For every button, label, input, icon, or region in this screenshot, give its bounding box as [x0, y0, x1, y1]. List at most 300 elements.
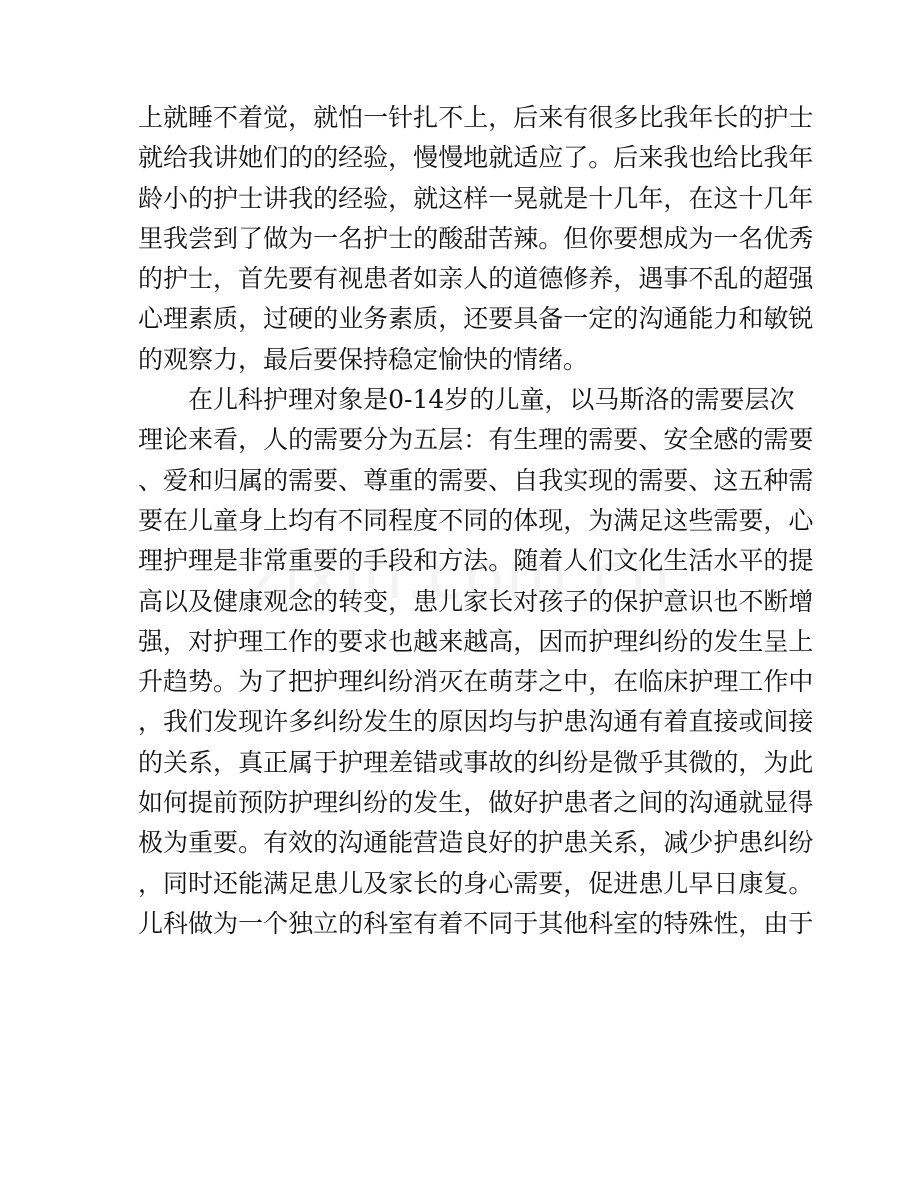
glyph: 为	[238, 667, 264, 697]
glyph: 的	[688, 626, 714, 656]
glyph: 差	[388, 747, 414, 777]
glyph: 患	[363, 264, 389, 294]
glyph: 理	[538, 425, 564, 455]
glyph: 为	[388, 425, 414, 455]
glyph: ，	[663, 183, 689, 213]
glyph: 理	[338, 667, 364, 697]
glyph: 效	[288, 828, 314, 858]
glyph: 要	[788, 425, 814, 455]
glyph: 满	[263, 868, 289, 898]
glyph: 自	[513, 465, 539, 495]
glyph: 其	[538, 908, 564, 938]
glyph: 的	[669, 385, 695, 415]
glyph: 我	[288, 183, 314, 213]
glyph: 身	[463, 868, 489, 898]
glyph: 随	[513, 546, 539, 576]
glyph: 独	[288, 908, 314, 938]
glyph: 子	[563, 586, 589, 616]
glyph: 龄	[138, 183, 164, 213]
glyph: 护	[213, 626, 239, 656]
glyph: ，	[588, 667, 614, 697]
glyph: 的	[338, 908, 364, 938]
glyph: 沟	[638, 304, 664, 334]
glyph: 士	[188, 264, 214, 294]
glyph: 了	[238, 223, 264, 253]
glyph: 康	[238, 586, 264, 616]
glyph: 萌	[488, 667, 514, 697]
glyph: 方	[438, 546, 464, 576]
glyph: 需	[513, 868, 539, 898]
glyph: 些	[688, 505, 714, 535]
glyph: 要	[313, 546, 339, 576]
glyph: 极	[138, 828, 164, 858]
glyph: 的	[613, 304, 639, 334]
glyph: 芽	[513, 667, 539, 697]
glyph: 具	[513, 304, 539, 334]
glyph: 需	[713, 505, 739, 535]
glyph: 保	[613, 586, 639, 616]
glyph: 多	[288, 707, 314, 737]
glyph: 少	[688, 828, 714, 858]
glyph: 一	[313, 223, 339, 253]
glyph: 不	[463, 908, 489, 938]
glyph: 硬	[288, 304, 314, 334]
glyph: 家	[463, 586, 489, 616]
glyph: 种	[763, 465, 789, 495]
glyph: ，	[138, 707, 164, 737]
glyph: 比	[738, 143, 764, 173]
glyph: 儿	[138, 908, 164, 938]
glyph: 复	[763, 868, 789, 898]
glyph: 名	[338, 223, 364, 253]
glyph: 常	[263, 546, 289, 576]
glyph: 需	[438, 465, 464, 495]
glyph: 针	[388, 103, 414, 132]
glyph: 要	[288, 264, 314, 294]
glyph: 来	[188, 425, 214, 455]
glyph: 关	[588, 828, 614, 858]
paragraph-line	[138, 702, 814, 742]
glyph: 生	[388, 707, 414, 737]
glyph: 五	[413, 425, 439, 455]
glyph: 质	[413, 304, 439, 334]
glyph: 性	[713, 908, 739, 938]
glyph: 在	[613, 667, 639, 697]
glyph: 护	[363, 223, 389, 253]
glyph: 患	[563, 828, 589, 858]
paragraph-line	[138, 219, 814, 259]
glyph: 后	[613, 143, 639, 173]
glyph: 要	[488, 304, 514, 334]
glyph: 工	[263, 626, 289, 656]
glyph: 显	[763, 788, 789, 818]
glyph: 护	[588, 626, 614, 656]
glyph: 同	[463, 505, 489, 535]
glyph: ，	[438, 304, 464, 334]
glyph: 势	[188, 667, 214, 697]
glyph: 理	[163, 304, 189, 334]
glyph: 心	[488, 868, 514, 898]
glyph: 家	[388, 868, 414, 898]
glyph: 沟	[588, 707, 614, 737]
glyph: 护	[213, 183, 239, 213]
glyph: 着	[438, 908, 464, 938]
glyph: 如	[138, 788, 164, 818]
glyph: 要	[738, 505, 764, 535]
glyph: 特	[663, 908, 689, 938]
glyph: 患	[563, 707, 589, 737]
glyph: 先	[263, 264, 289, 294]
glyph: 纠	[538, 747, 564, 777]
glyph: 质	[213, 304, 239, 334]
glyph: 。	[238, 828, 264, 858]
glyph: 护	[538, 707, 564, 737]
glyph: 足	[638, 505, 664, 535]
glyph: 要	[538, 868, 564, 898]
glyph: ，	[563, 505, 589, 535]
glyph: 了	[263, 667, 289, 697]
glyph: 尝	[188, 223, 214, 253]
glyph: 名	[738, 223, 764, 253]
glyph: 能	[238, 868, 264, 898]
glyph: 对	[188, 626, 214, 656]
glyph: 在	[188, 385, 214, 415]
glyph: 全	[688, 425, 714, 455]
glyph: 小	[163, 183, 189, 213]
glyph: 通	[363, 828, 389, 858]
glyph: 由	[763, 908, 789, 938]
glyph: 在	[163, 505, 189, 535]
glyph: 力	[713, 304, 739, 334]
glyph: 样	[463, 183, 489, 213]
glyph: 者	[588, 788, 614, 818]
glyph: 十	[588, 183, 614, 213]
glyph: 上	[263, 505, 289, 535]
paragraph-line	[138, 259, 814, 299]
glyph: 其	[663, 747, 689, 777]
glyph: 进	[613, 868, 639, 898]
glyph: 能	[688, 304, 714, 334]
glyph: 来	[438, 626, 464, 656]
glyph: 。	[488, 546, 514, 576]
paragraph-line	[138, 783, 814, 823]
glyph: 素	[188, 304, 214, 334]
glyph: 要	[338, 425, 364, 455]
glyph: 有	[563, 103, 589, 132]
glyph: ，	[163, 626, 189, 656]
glyph: 一	[488, 183, 514, 213]
glyph: 理	[613, 626, 639, 656]
glyph: 着	[238, 103, 264, 132]
glyph: 接	[713, 707, 739, 737]
glyph: 系	[188, 747, 214, 777]
glyph: 是	[563, 183, 589, 213]
glyph: 健	[213, 586, 239, 616]
glyph: 通	[713, 788, 739, 818]
glyph: 多	[613, 103, 639, 132]
glyph: 就	[538, 183, 564, 213]
glyph: 床	[663, 667, 689, 697]
glyph: 年	[788, 143, 814, 173]
glyph: 慢	[438, 143, 464, 173]
paragraph-line	[138, 743, 814, 783]
glyph: 是	[588, 747, 614, 777]
glyph: 和	[738, 304, 764, 334]
glyph: 有	[488, 425, 514, 455]
glyph: 满	[613, 505, 639, 535]
glyph: 之	[613, 788, 639, 818]
glyph: 为	[763, 747, 789, 777]
glyph: 甜	[463, 223, 489, 253]
glyph: 讲	[263, 183, 289, 213]
glyph: 就	[413, 183, 439, 213]
glyph: 经	[338, 143, 364, 173]
glyph: 德	[538, 264, 564, 294]
glyph: 经	[338, 183, 364, 213]
glyph: 之	[538, 667, 564, 697]
glyph: 需	[694, 385, 720, 415]
glyph: 慢	[413, 143, 439, 173]
glyph: 在	[463, 667, 489, 697]
glyph: 上	[788, 626, 814, 656]
glyph: 上	[463, 103, 489, 132]
glyph: 也	[688, 143, 714, 173]
glyph: 度	[413, 505, 439, 535]
glyph: 的	[288, 143, 314, 173]
glyph: 以	[163, 586, 189, 616]
glyph: ，	[213, 747, 239, 777]
glyph: 非	[238, 546, 264, 576]
glyph: 身	[238, 505, 264, 535]
glyph: 我	[538, 465, 564, 495]
glyph: ：	[463, 425, 489, 455]
glyph: 对	[513, 586, 539, 616]
glyph: 我	[663, 103, 689, 132]
glyph: 手	[363, 546, 389, 576]
glyph: 临	[638, 667, 664, 697]
glyph: 良	[463, 828, 489, 858]
glyph: 亲	[438, 264, 464, 294]
glyph: 许	[263, 707, 289, 737]
glyph: ，	[763, 505, 789, 535]
glyph: 越	[413, 626, 439, 656]
glyph: 秀	[788, 223, 814, 253]
glyph: 系	[613, 828, 639, 858]
glyph: 于	[513, 908, 539, 938]
glyph: 高	[138, 586, 164, 616]
glyph: 你	[588, 223, 614, 253]
glyph: ，	[488, 103, 514, 132]
glyph: 为	[688, 223, 714, 253]
glyph: 重	[188, 828, 214, 858]
glyph: 原	[438, 707, 464, 737]
glyph: 就	[488, 143, 514, 173]
glyph: 也	[713, 586, 739, 616]
glyph: 晃	[513, 183, 539, 213]
glyph: 的	[738, 425, 764, 455]
glyph: 的	[413, 707, 439, 737]
glyph: 营	[413, 828, 439, 858]
glyph: 的	[469, 385, 495, 415]
glyph: 地	[463, 143, 489, 173]
glyph: 现	[238, 707, 264, 737]
glyph: 重	[388, 465, 414, 495]
glyph: 的	[138, 264, 164, 294]
glyph: 儿	[438, 586, 464, 616]
glyph: 的	[513, 828, 539, 858]
glyph: 长	[413, 868, 439, 898]
glyph: 生	[438, 788, 464, 818]
glyph: 童	[519, 385, 545, 415]
glyph: 观	[263, 586, 289, 616]
glyph: 通	[613, 707, 639, 737]
glyph: 患	[563, 788, 589, 818]
glyph: 室	[613, 908, 639, 938]
glyph: 纷	[788, 828, 814, 858]
glyph: 护	[263, 385, 289, 415]
glyph: 中	[563, 667, 589, 697]
glyph: 还	[463, 304, 489, 334]
glyph: 论	[163, 425, 189, 455]
glyph: 故	[488, 747, 514, 777]
glyph: 给	[713, 143, 739, 173]
glyph: 强	[788, 264, 814, 294]
glyph: 的	[663, 788, 689, 818]
glyph: 纠	[313, 707, 339, 737]
paragraph-line	[138, 541, 814, 581]
glyph: 但	[563, 223, 589, 253]
glyph: 需	[788, 465, 814, 495]
glyph: 提	[788, 546, 814, 576]
paragraph-line	[138, 582, 814, 622]
glyph: 识	[688, 586, 714, 616]
glyph: 优	[763, 223, 789, 253]
paragraph-line	[138, 864, 814, 904]
glyph: 同	[363, 505, 389, 535]
glyph: 而	[563, 626, 589, 656]
glyph: 儿	[494, 385, 520, 415]
glyph: 现	[588, 465, 614, 495]
glyph: 通	[663, 304, 689, 334]
paragraph-line	[138, 420, 814, 460]
glyph: 的	[388, 788, 414, 818]
glyph: 实	[563, 465, 589, 495]
glyph: 有	[313, 264, 339, 294]
glyph: 一	[713, 223, 739, 253]
paragraph-line	[138, 299, 814, 339]
glyph: 酸	[438, 223, 464, 253]
glyph: ，	[638, 828, 664, 858]
glyph: 属	[288, 747, 314, 777]
glyph: 年	[638, 183, 664, 213]
glyph: 发	[363, 707, 389, 737]
glyph: 上	[138, 103, 164, 132]
glyph: 养	[588, 264, 614, 294]
glyph: 作	[288, 626, 314, 656]
glyph: 、	[688, 465, 714, 495]
glyph: 为	[588, 505, 614, 535]
glyph: 的	[313, 626, 339, 656]
glyph: 要	[313, 465, 339, 495]
glyph: 理	[138, 425, 164, 455]
glyph: ，	[138, 868, 164, 898]
glyph: 纠	[763, 828, 789, 858]
glyph: 理	[188, 546, 214, 576]
glyph: 年	[788, 183, 814, 213]
glyph: 理	[313, 788, 339, 818]
glyph: 做	[488, 788, 514, 818]
glyph: 不	[213, 103, 239, 132]
glyph: 业	[338, 304, 364, 334]
paragraph-line	[138, 501, 814, 541]
glyph: 我	[163, 707, 189, 737]
glyph: 不	[438, 103, 464, 132]
glyph: 。	[788, 868, 814, 898]
glyph: 护	[763, 103, 789, 132]
glyph: 理	[138, 546, 164, 576]
glyph: 这	[663, 505, 689, 535]
glyph: 同	[163, 868, 189, 898]
glyph: 、	[488, 465, 514, 495]
glyph: 是	[363, 385, 389, 415]
glyph: 要	[463, 465, 489, 495]
glyph: 现	[538, 505, 564, 535]
glyph: 好	[513, 788, 539, 818]
glyph: 务	[363, 304, 389, 334]
glyph: 早	[688, 868, 714, 898]
glyph: 过	[263, 304, 289, 334]
glyph: 要	[213, 828, 239, 858]
glyph: 患	[313, 868, 339, 898]
glyph: 关	[163, 747, 189, 777]
glyph: 增	[788, 586, 814, 616]
glyph: 个	[263, 908, 289, 938]
glyph: 要	[613, 425, 639, 455]
glyph: 和	[413, 546, 439, 576]
glyph: 我	[163, 223, 189, 253]
glyph: 的	[488, 264, 514, 294]
glyph: 来	[538, 103, 564, 132]
glyph: 修	[563, 264, 589, 294]
glyph: 的	[413, 465, 439, 495]
paragraph-line	[138, 662, 814, 702]
glyph: 患	[738, 828, 764, 858]
glyph: 也	[388, 626, 414, 656]
glyph: 乎	[638, 747, 664, 777]
glyph: 发	[413, 788, 439, 818]
glyph: 生	[513, 425, 539, 455]
glyph: 灭	[438, 667, 464, 697]
glyph: 发	[213, 707, 239, 737]
glyph: 对	[313, 385, 339, 415]
glyph: 人	[563, 546, 589, 576]
glyph: 纷	[563, 747, 589, 777]
glyph: 层	[744, 385, 770, 415]
glyph: 她	[238, 143, 264, 173]
glyph: 理	[288, 385, 314, 415]
glyph: 来	[638, 143, 664, 173]
glyph: 因	[538, 626, 564, 656]
glyph: 重	[288, 546, 314, 576]
glyph: 错	[413, 747, 439, 777]
glyph: 康	[738, 868, 764, 898]
glyph: 、	[638, 425, 664, 455]
glyph: 发	[713, 626, 739, 656]
glyph: 者	[388, 264, 414, 294]
glyph: 人	[463, 264, 489, 294]
glyph: 适	[513, 143, 539, 173]
glyph: 属	[238, 465, 264, 495]
